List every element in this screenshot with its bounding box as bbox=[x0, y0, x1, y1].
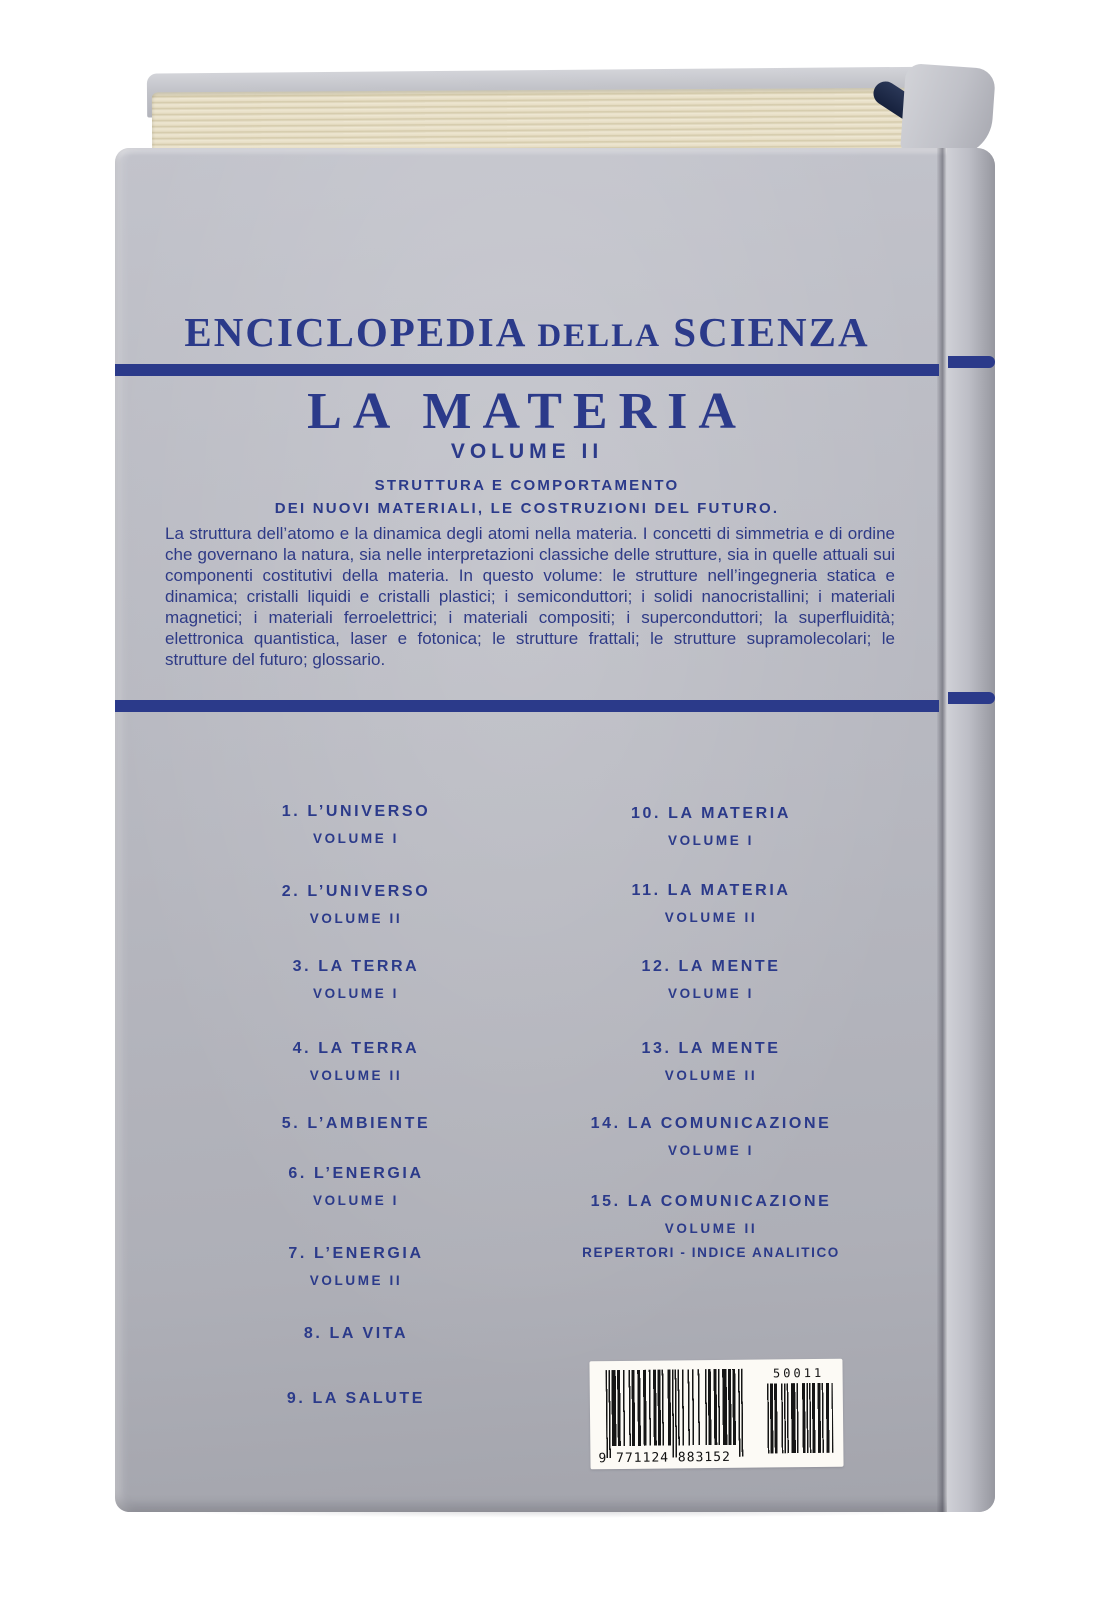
list-item-volume-6 bbox=[186, 1165, 526, 1208]
list-item-volume-10 bbox=[531, 805, 891, 848]
volume-subtitle: VOLUME I bbox=[667, 833, 755, 848]
barcode-digits: 9 771124 883152 bbox=[598, 1449, 731, 1467]
volume-title: 12. LA MENTE bbox=[641, 958, 781, 975]
series-word-1: ENCICLOPEDIA bbox=[184, 309, 526, 355]
volume-title: 3. LA TERRA bbox=[292, 958, 420, 975]
subtitle-line-2: DEI NUOVI MATERIALI, LE COSTRUZIONI DEL FUTURO. bbox=[274, 500, 780, 517]
series-word-2: DELLA bbox=[537, 318, 662, 354]
list-item-volume-15 bbox=[531, 1193, 891, 1260]
divider-rule-top-spine-segment bbox=[948, 356, 995, 368]
list-item-volume-4 bbox=[186, 1040, 526, 1083]
volume-title: 9. LA SALUTE bbox=[286, 1390, 426, 1407]
volume-subtitle: VOLUME II bbox=[309, 1273, 403, 1288]
back-cover bbox=[115, 148, 995, 1512]
list-item-volume-12 bbox=[531, 958, 891, 1001]
volume-subtitle: VOLUME II bbox=[664, 910, 758, 925]
ean5-addon-barcode bbox=[766, 1383, 834, 1459]
volume-title: 10. LA MATERIA bbox=[631, 805, 791, 822]
description-paragraph: La struttura dell’atomo e la dinamica degli atomi nella materia. I concetti di simmetria e di ordine che governano la natura, sia nelle interpretazioni classiche delle strutture, sia in quelle attuali sui componenti costitutivi della materia. In questo volume: le strutture nell’ingegneria statica e dinamica; cristalli liquidi e cristalli plastici; i semiconduttori; i solidi nanocristallini; i materiali magnetici; i materiali ferroelettrici; i materiali compositi; i superconduttori; la superfluidità; elettronica quantistica, laser e fotonica; le strutture frattali; le strutture supramolecolari; le strutture del futuro; glossario. bbox=[165, 524, 895, 669]
volume-subtitle: VOLUME I bbox=[312, 1193, 400, 1208]
volume-title: 4. LA TERRA bbox=[292, 1040, 420, 1057]
volume-title: 6. L’ENERGIA bbox=[288, 1165, 424, 1182]
volume-subtitle: VOLUME I bbox=[667, 1143, 755, 1158]
volume-subtitle: VOLUME II bbox=[309, 911, 403, 926]
volume-subtitle: VOLUME II bbox=[309, 1068, 403, 1083]
barcode-label bbox=[589, 1359, 843, 1470]
volume-subtitle: VOLUME I bbox=[667, 986, 755, 1001]
volume-subtitle: VOLUME II bbox=[664, 1068, 758, 1083]
volume-title: 8. LA VITA bbox=[303, 1325, 409, 1342]
volume-subtitle: VOLUME I bbox=[312, 831, 400, 846]
list-item-volume-7 bbox=[186, 1245, 526, 1288]
list-item-volume-13 bbox=[531, 1040, 891, 1083]
volume-title: 15. LA COMUNICAZIONE bbox=[590, 1193, 832, 1210]
volume-title: 1. L’UNIVERSO bbox=[281, 803, 431, 820]
divider-rule-top bbox=[115, 364, 939, 376]
series-title bbox=[115, 308, 939, 356]
list-item-volume-14 bbox=[531, 1115, 891, 1158]
list-item-volume-3 bbox=[186, 958, 526, 1001]
spine-edge bbox=[947, 148, 995, 1512]
divider-rule-bottom bbox=[115, 700, 939, 712]
series-word-3: SCIENZA bbox=[673, 309, 870, 355]
volume-label: VOLUME II bbox=[450, 440, 604, 463]
book-title: LA MATERIA bbox=[307, 383, 747, 440]
list-item-volume-8 bbox=[186, 1325, 526, 1343]
barcode-addon-digits: 50011 bbox=[772, 1365, 825, 1381]
list-item-volume-1 bbox=[186, 803, 526, 846]
list-item-volume-2 bbox=[186, 883, 526, 926]
list-item-volume-9 bbox=[186, 1390, 526, 1408]
subtitle-line-1: STRUTTURA E COMPORTAMENTO bbox=[374, 477, 680, 494]
volume-title: 7. L’ENERGIA bbox=[288, 1245, 424, 1262]
volume-note: REPERTORI - INDICE ANALITICO bbox=[582, 1245, 840, 1260]
volume-title: 13. LA MENTE bbox=[641, 1040, 781, 1057]
volume-subtitle: VOLUME I bbox=[312, 986, 400, 1001]
volume-title: 11. LA MATERIA bbox=[631, 882, 791, 899]
volume-title: 14. LA COMUNICAZIONE bbox=[590, 1115, 832, 1132]
volume-title: 2. L’UNIVERSO bbox=[281, 883, 431, 900]
divider-rule-bottom-spine-segment bbox=[948, 692, 995, 704]
list-item-volume-5 bbox=[186, 1115, 526, 1133]
list-item-volume-11 bbox=[531, 882, 891, 925]
page-block-top-edge bbox=[152, 88, 944, 155]
volume-subtitle: VOLUME II bbox=[664, 1221, 758, 1236]
spine-top-fold bbox=[900, 63, 996, 159]
volume-title: 5. L’AMBIENTE bbox=[281, 1115, 431, 1132]
